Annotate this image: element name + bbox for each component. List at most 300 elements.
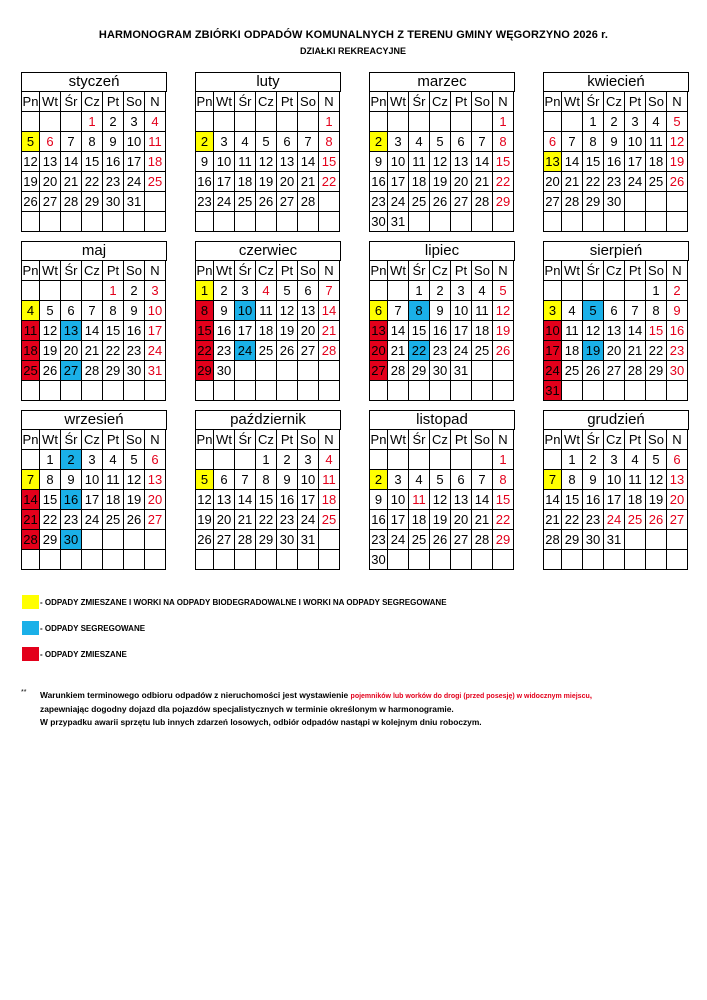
month-grid — [370, 92, 515, 232]
empty-cell — [562, 212, 583, 232]
empty-cell — [214, 112, 235, 132]
empty-cell — [583, 212, 604, 232]
day-cell: 8 — [40, 470, 61, 490]
day-cell: 8 — [646, 301, 667, 321]
note-text: Warunkiem terminowego odbioru odpadów z nieruchomości jest wystawienie — [40, 690, 349, 700]
empty-cell — [430, 112, 451, 132]
day-cell: 14 — [544, 490, 562, 510]
day-cell: 11 — [22, 321, 40, 341]
day-cell: 29 — [493, 530, 514, 550]
month-name: czerwiec — [196, 242, 341, 261]
empty-cell — [409, 550, 430, 570]
empty-cell — [625, 550, 646, 570]
empty-cell — [82, 212, 103, 232]
day-cell: 15 — [103, 321, 124, 341]
day-cell: 7 — [61, 132, 82, 152]
day-cell: 26 — [196, 530, 214, 550]
day-cell: 9 — [604, 132, 625, 152]
day-cell: 25 — [409, 192, 430, 212]
weekday-header: Pn — [370, 261, 388, 281]
month-calendar — [195, 72, 341, 232]
day-cell: 8 — [82, 132, 103, 152]
month-name: listopad — [370, 411, 515, 430]
empty-cell — [409, 212, 430, 232]
empty-cell — [319, 192, 340, 212]
day-cell: 5 — [493, 281, 514, 301]
day-cell: 2 — [583, 450, 604, 470]
empty-cell — [472, 550, 493, 570]
weekday-header: N — [667, 92, 688, 112]
empty-cell — [646, 212, 667, 232]
day-cell: 21 — [562, 172, 583, 192]
day-cell: 3 — [625, 112, 646, 132]
day-cell: 10 — [388, 152, 409, 172]
empty-cell — [124, 530, 145, 550]
day-cell: 13 — [370, 321, 388, 341]
month-grid — [370, 261, 515, 401]
day-cell: 7 — [82, 301, 103, 321]
empty-cell — [256, 381, 277, 401]
day-cell: 17 — [214, 172, 235, 192]
weekday-header: Cz — [256, 92, 277, 112]
day-cell: 29 — [103, 361, 124, 381]
day-cell: 12 — [40, 321, 61, 341]
day-cell: 20 — [298, 321, 319, 341]
day-cell: 20 — [604, 341, 625, 361]
weekday-header: Śr — [61, 261, 82, 281]
day-cell: 22 — [493, 172, 514, 192]
month-calendar — [195, 410, 341, 570]
day-cell: 19 — [277, 321, 298, 341]
day-cell: 25 — [235, 192, 256, 212]
day-cell: 6 — [370, 301, 388, 321]
day-cell: 23 — [214, 341, 235, 361]
day-cell: 26 — [646, 510, 667, 530]
day-cell: 12 — [256, 152, 277, 172]
day-cell: 18 — [409, 510, 430, 530]
day-cell: 8 — [409, 301, 430, 321]
day-cell: 10 — [388, 490, 409, 510]
empty-cell — [625, 381, 646, 401]
weekday-header: Pn — [544, 261, 562, 281]
weekday-header: Cz — [256, 261, 277, 281]
day-cell: 12 — [430, 152, 451, 172]
day-cell: 1 — [409, 281, 430, 301]
empty-cell — [256, 550, 277, 570]
day-cell: 20 — [145, 490, 166, 510]
day-cell: 4 — [646, 112, 667, 132]
day-cell: 15 — [82, 152, 103, 172]
weekday-header: Cz — [82, 261, 103, 281]
empty-cell — [214, 550, 235, 570]
day-cell: 4 — [319, 450, 340, 470]
day-cell: 2 — [667, 281, 688, 301]
weekday-header: Cz — [604, 261, 625, 281]
month-calendar — [21, 241, 167, 401]
empty-cell — [430, 550, 451, 570]
month-name: sierpień — [544, 242, 689, 261]
weekday-header: Wt — [214, 430, 235, 450]
empty-cell — [61, 212, 82, 232]
day-cell: 31 — [145, 361, 166, 381]
day-cell: 28 — [319, 341, 340, 361]
day-cell: 3 — [214, 132, 235, 152]
day-cell: 24 — [124, 172, 145, 192]
weekday-header: Wt — [40, 92, 61, 112]
day-cell: 17 — [625, 152, 646, 172]
day-cell: 30 — [604, 192, 625, 212]
empty-cell — [40, 550, 61, 570]
day-cell: 3 — [235, 281, 256, 301]
day-cell: 21 — [235, 510, 256, 530]
day-cell: 20 — [61, 341, 82, 361]
day-cell: 30 — [103, 192, 124, 212]
day-cell: 1 — [82, 112, 103, 132]
weekday-header: Pn — [196, 430, 214, 450]
day-cell: 31 — [451, 361, 472, 381]
day-cell: 26 — [493, 341, 514, 361]
weekday-header: Pn — [544, 92, 562, 112]
day-cell: 23 — [370, 192, 388, 212]
empty-cell — [451, 381, 472, 401]
empty-cell — [22, 550, 40, 570]
weekday-header: N — [145, 261, 166, 281]
day-cell: 11 — [562, 321, 583, 341]
weekday-header: So — [646, 261, 667, 281]
day-cell: 17 — [544, 341, 562, 361]
empty-cell — [256, 361, 277, 381]
day-cell: 5 — [430, 470, 451, 490]
day-cell: 7 — [544, 470, 562, 490]
day-cell: 29 — [409, 361, 430, 381]
day-cell: 13 — [61, 321, 82, 341]
weekday-header: So — [124, 261, 145, 281]
weekday-header: Cz — [604, 92, 625, 112]
empty-cell — [61, 112, 82, 132]
weekday-header: Pt — [277, 430, 298, 450]
empty-cell — [298, 550, 319, 570]
day-cell: 24 — [235, 341, 256, 361]
weekday-header: Pt — [103, 92, 124, 112]
day-cell: 27 — [544, 192, 562, 212]
day-cell: 10 — [124, 132, 145, 152]
day-cell: 16 — [196, 172, 214, 192]
day-cell: 28 — [388, 361, 409, 381]
day-cell: 22 — [319, 172, 340, 192]
day-cell: 28 — [235, 530, 256, 550]
day-cell: 2 — [370, 132, 388, 152]
empty-cell — [583, 281, 604, 301]
day-cell: 3 — [388, 470, 409, 490]
day-cell: 30 — [277, 530, 298, 550]
empty-cell — [298, 112, 319, 132]
day-cell: 29 — [583, 192, 604, 212]
day-cell: 2 — [61, 450, 82, 470]
day-cell: 27 — [370, 361, 388, 381]
day-cell: 13 — [277, 152, 298, 172]
weekday-header: Pt — [451, 92, 472, 112]
day-cell: 11 — [145, 132, 166, 152]
day-cell: 23 — [430, 341, 451, 361]
empty-cell — [196, 212, 214, 232]
day-cell: 19 — [40, 341, 61, 361]
month-grid — [22, 430, 167, 570]
month-grid — [196, 430, 341, 570]
day-cell: 26 — [277, 341, 298, 361]
empty-cell — [451, 550, 472, 570]
month-name: lipiec — [370, 242, 515, 261]
day-cell: 24 — [82, 510, 103, 530]
day-cell: 23 — [103, 172, 124, 192]
weekday-header: So — [124, 92, 145, 112]
day-cell: 8 — [103, 301, 124, 321]
day-cell: 11 — [472, 301, 493, 321]
page-subtitle: DZIAŁKI REKREACYJNE — [300, 46, 407, 56]
day-cell: 26 — [583, 361, 604, 381]
day-cell: 12 — [277, 301, 298, 321]
day-cell: 19 — [124, 490, 145, 510]
day-cell: 20 — [451, 172, 472, 192]
month-calendar — [195, 241, 341, 401]
day-cell: 24 — [625, 172, 646, 192]
empty-cell — [388, 281, 409, 301]
day-cell: 27 — [145, 510, 166, 530]
day-cell: 8 — [493, 470, 514, 490]
day-cell: 6 — [214, 470, 235, 490]
empty-cell — [451, 212, 472, 232]
day-cell: 12 — [124, 470, 145, 490]
day-cell: 31 — [544, 381, 562, 401]
day-cell: 5 — [196, 470, 214, 490]
day-cell: 3 — [298, 450, 319, 470]
day-cell: 29 — [646, 361, 667, 381]
weekday-header: N — [319, 92, 340, 112]
day-cell: 19 — [493, 321, 514, 341]
day-cell: 17 — [298, 490, 319, 510]
weekday-header: Śr — [409, 430, 430, 450]
weekday-header: So — [124, 430, 145, 450]
day-cell: 6 — [298, 281, 319, 301]
day-cell: 1 — [493, 450, 514, 470]
day-cell: 10 — [604, 470, 625, 490]
empty-cell — [145, 192, 166, 212]
empty-cell — [235, 450, 256, 470]
day-cell: 14 — [472, 490, 493, 510]
weekday-header: Pn — [196, 261, 214, 281]
weekday-header: N — [667, 430, 688, 450]
day-cell: 10 — [235, 301, 256, 321]
day-cell: 27 — [451, 530, 472, 550]
legend-label: - ODPADY SEGREGOWANE — [40, 624, 146, 633]
day-cell: 18 — [256, 321, 277, 341]
day-cell: 21 — [298, 172, 319, 192]
day-cell: 24 — [388, 530, 409, 550]
day-cell: 12 — [196, 490, 214, 510]
empty-cell — [370, 450, 388, 470]
day-cell: 16 — [667, 321, 688, 341]
weekday-header: Wt — [562, 430, 583, 450]
month-name: styczeń — [22, 73, 167, 92]
weekday-header: Pn — [22, 261, 40, 281]
day-cell: 23 — [61, 510, 82, 530]
weekday-header: So — [646, 92, 667, 112]
empty-cell — [124, 550, 145, 570]
day-cell: 23 — [196, 192, 214, 212]
weekday-header: Śr — [235, 430, 256, 450]
day-cell: 29 — [493, 192, 514, 212]
day-cell: 4 — [256, 281, 277, 301]
weekday-header: Cz — [430, 261, 451, 281]
day-cell: 5 — [256, 132, 277, 152]
day-cell: 14 — [562, 152, 583, 172]
day-cell: 28 — [298, 192, 319, 212]
day-cell: 2 — [370, 470, 388, 490]
day-cell: 6 — [145, 450, 166, 470]
day-cell: 17 — [388, 172, 409, 192]
note-line-1 — [40, 689, 592, 703]
empty-cell — [124, 381, 145, 401]
empty-cell — [145, 212, 166, 232]
empty-cell — [40, 381, 61, 401]
day-cell: 5 — [430, 132, 451, 152]
month-grid — [22, 92, 167, 232]
weekday-header: N — [667, 261, 688, 281]
empty-cell — [82, 550, 103, 570]
empty-cell — [604, 381, 625, 401]
day-cell: 15 — [319, 152, 340, 172]
day-cell: 19 — [196, 510, 214, 530]
day-cell: 21 — [625, 341, 646, 361]
day-cell: 17 — [235, 321, 256, 341]
empty-cell — [451, 450, 472, 470]
empty-cell — [646, 381, 667, 401]
weekday-header: Śr — [409, 92, 430, 112]
day-cell: 5 — [124, 450, 145, 470]
day-cell: 23 — [124, 341, 145, 361]
empty-cell — [646, 192, 667, 212]
month-calendar — [543, 241, 689, 401]
empty-cell — [430, 381, 451, 401]
empty-cell — [214, 212, 235, 232]
day-cell: 2 — [103, 112, 124, 132]
empty-cell — [388, 381, 409, 401]
weekday-header: Śr — [583, 261, 604, 281]
day-cell: 12 — [583, 321, 604, 341]
day-cell: 22 — [103, 341, 124, 361]
day-cell: 26 — [256, 192, 277, 212]
month-calendar — [21, 72, 167, 232]
empty-cell — [370, 381, 388, 401]
empty-cell — [277, 112, 298, 132]
day-cell: 22 — [40, 510, 61, 530]
day-cell: 22 — [256, 510, 277, 530]
empty-cell — [409, 381, 430, 401]
month-calendar — [543, 72, 689, 232]
day-cell: 4 — [625, 450, 646, 470]
empty-cell — [472, 112, 493, 132]
day-cell: 4 — [409, 470, 430, 490]
day-cell: 26 — [40, 361, 61, 381]
empty-cell — [235, 112, 256, 132]
empty-cell — [319, 212, 340, 232]
day-cell: 12 — [493, 301, 514, 321]
day-cell: 2 — [124, 281, 145, 301]
day-cell: 30 — [430, 361, 451, 381]
month-grid — [544, 261, 689, 401]
weekday-header: Śr — [409, 261, 430, 281]
day-cell: 8 — [256, 470, 277, 490]
day-cell: 28 — [61, 192, 82, 212]
empty-cell — [22, 450, 40, 470]
empty-cell — [667, 550, 688, 570]
day-cell: 9 — [196, 152, 214, 172]
day-cell: 20 — [277, 172, 298, 192]
weekday-header: So — [298, 430, 319, 450]
empty-cell — [409, 450, 430, 470]
weekday-header: Cz — [604, 430, 625, 450]
day-cell: 13 — [298, 301, 319, 321]
empty-cell — [235, 361, 256, 381]
empty-cell — [277, 212, 298, 232]
day-cell: 1 — [562, 450, 583, 470]
day-cell: 20 — [667, 490, 688, 510]
day-cell: 13 — [544, 152, 562, 172]
empty-cell — [256, 112, 277, 132]
day-cell: 3 — [124, 112, 145, 132]
day-cell: 14 — [388, 321, 409, 341]
empty-cell — [562, 381, 583, 401]
weekday-header: Wt — [214, 92, 235, 112]
day-cell: 27 — [451, 192, 472, 212]
empty-cell — [370, 281, 388, 301]
day-cell: 13 — [451, 490, 472, 510]
day-cell: 1 — [493, 112, 514, 132]
day-cell: 9 — [667, 301, 688, 321]
weekday-header: So — [472, 430, 493, 450]
day-cell: 3 — [604, 450, 625, 470]
empty-cell — [667, 192, 688, 212]
weekday-header: N — [145, 92, 166, 112]
day-cell: 1 — [103, 281, 124, 301]
day-cell: 22 — [196, 341, 214, 361]
empty-cell — [82, 281, 103, 301]
day-cell: 9 — [61, 470, 82, 490]
empty-cell — [277, 381, 298, 401]
day-cell: 14 — [235, 490, 256, 510]
day-cell: 30 — [370, 212, 388, 232]
weekday-header: N — [145, 430, 166, 450]
day-cell: 28 — [472, 192, 493, 212]
empty-cell — [493, 212, 514, 232]
collection-note — [40, 689, 592, 729]
empty-cell — [196, 381, 214, 401]
day-cell: 15 — [196, 321, 214, 341]
day-cell: 11 — [103, 470, 124, 490]
weekday-header: Pn — [370, 430, 388, 450]
weekday-header: Pt — [625, 430, 646, 450]
empty-cell — [604, 550, 625, 570]
weekday-header: Pt — [103, 430, 124, 450]
day-cell: 10 — [145, 301, 166, 321]
month-name: luty — [196, 73, 341, 92]
day-cell: 6 — [544, 132, 562, 152]
empty-cell — [40, 281, 61, 301]
empty-cell — [370, 112, 388, 132]
day-cell: 7 — [562, 132, 583, 152]
day-cell: 14 — [22, 490, 40, 510]
day-cell: 12 — [22, 152, 40, 172]
weekday-header: Cz — [82, 92, 103, 112]
